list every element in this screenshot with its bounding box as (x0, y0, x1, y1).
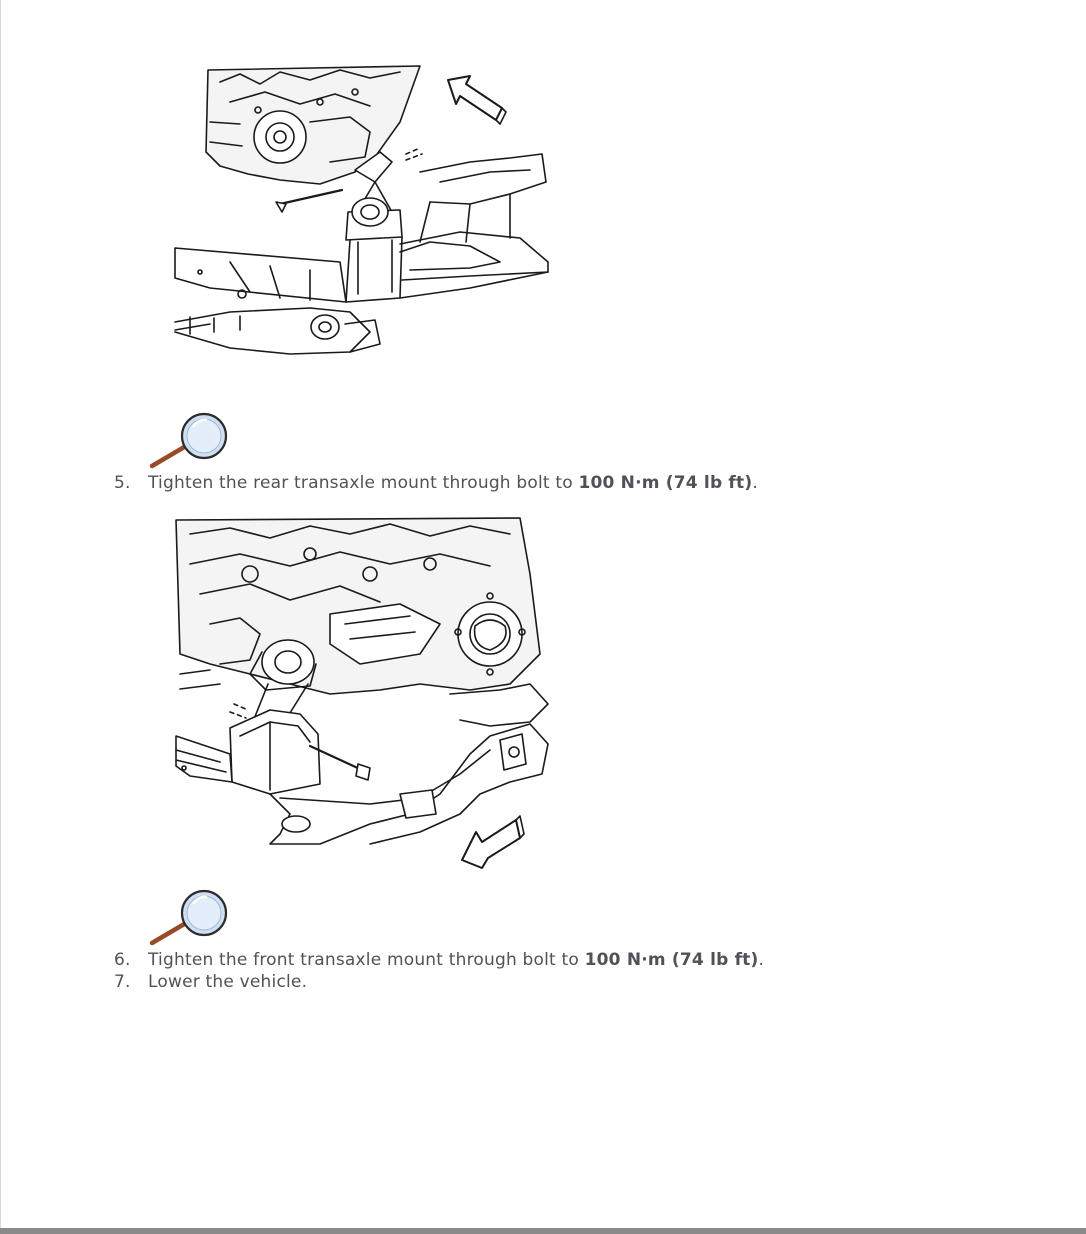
step-suffix: . (758, 950, 765, 970)
page-bottom-bar (0, 1228, 1086, 1234)
step-number: 5. (114, 473, 131, 493)
magnifying-glass-icon-2[interactable] (146, 887, 228, 947)
step-suffix: . (752, 473, 758, 493)
torque-spec: 100 N·m (74 lb ft) (584, 950, 759, 970)
step-text: Tighten the front transaxle mount through bolt to (148, 950, 585, 970)
direction-arrow-icon (448, 76, 506, 124)
direction-arrow-icon-2 (462, 816, 524, 868)
step-5 (114, 472, 758, 494)
magnifying-glass-icon[interactable] (146, 410, 228, 470)
step-number: 7. (114, 972, 131, 992)
front-transaxle-mount-illustration (170, 514, 555, 874)
step-number: 6. (114, 950, 131, 970)
torque-spec: 100 N·m (74 lb ft) (578, 473, 753, 493)
step-6 (114, 949, 764, 971)
step-text: Tighten the rear transaxle mount through bolt to (148, 473, 579, 493)
step-text: Lower the vehicle. (148, 972, 308, 992)
step-7 (114, 971, 307, 993)
page-left-edge (0, 0, 1, 1234)
rear-transaxle-mount-illustration (170, 62, 555, 362)
